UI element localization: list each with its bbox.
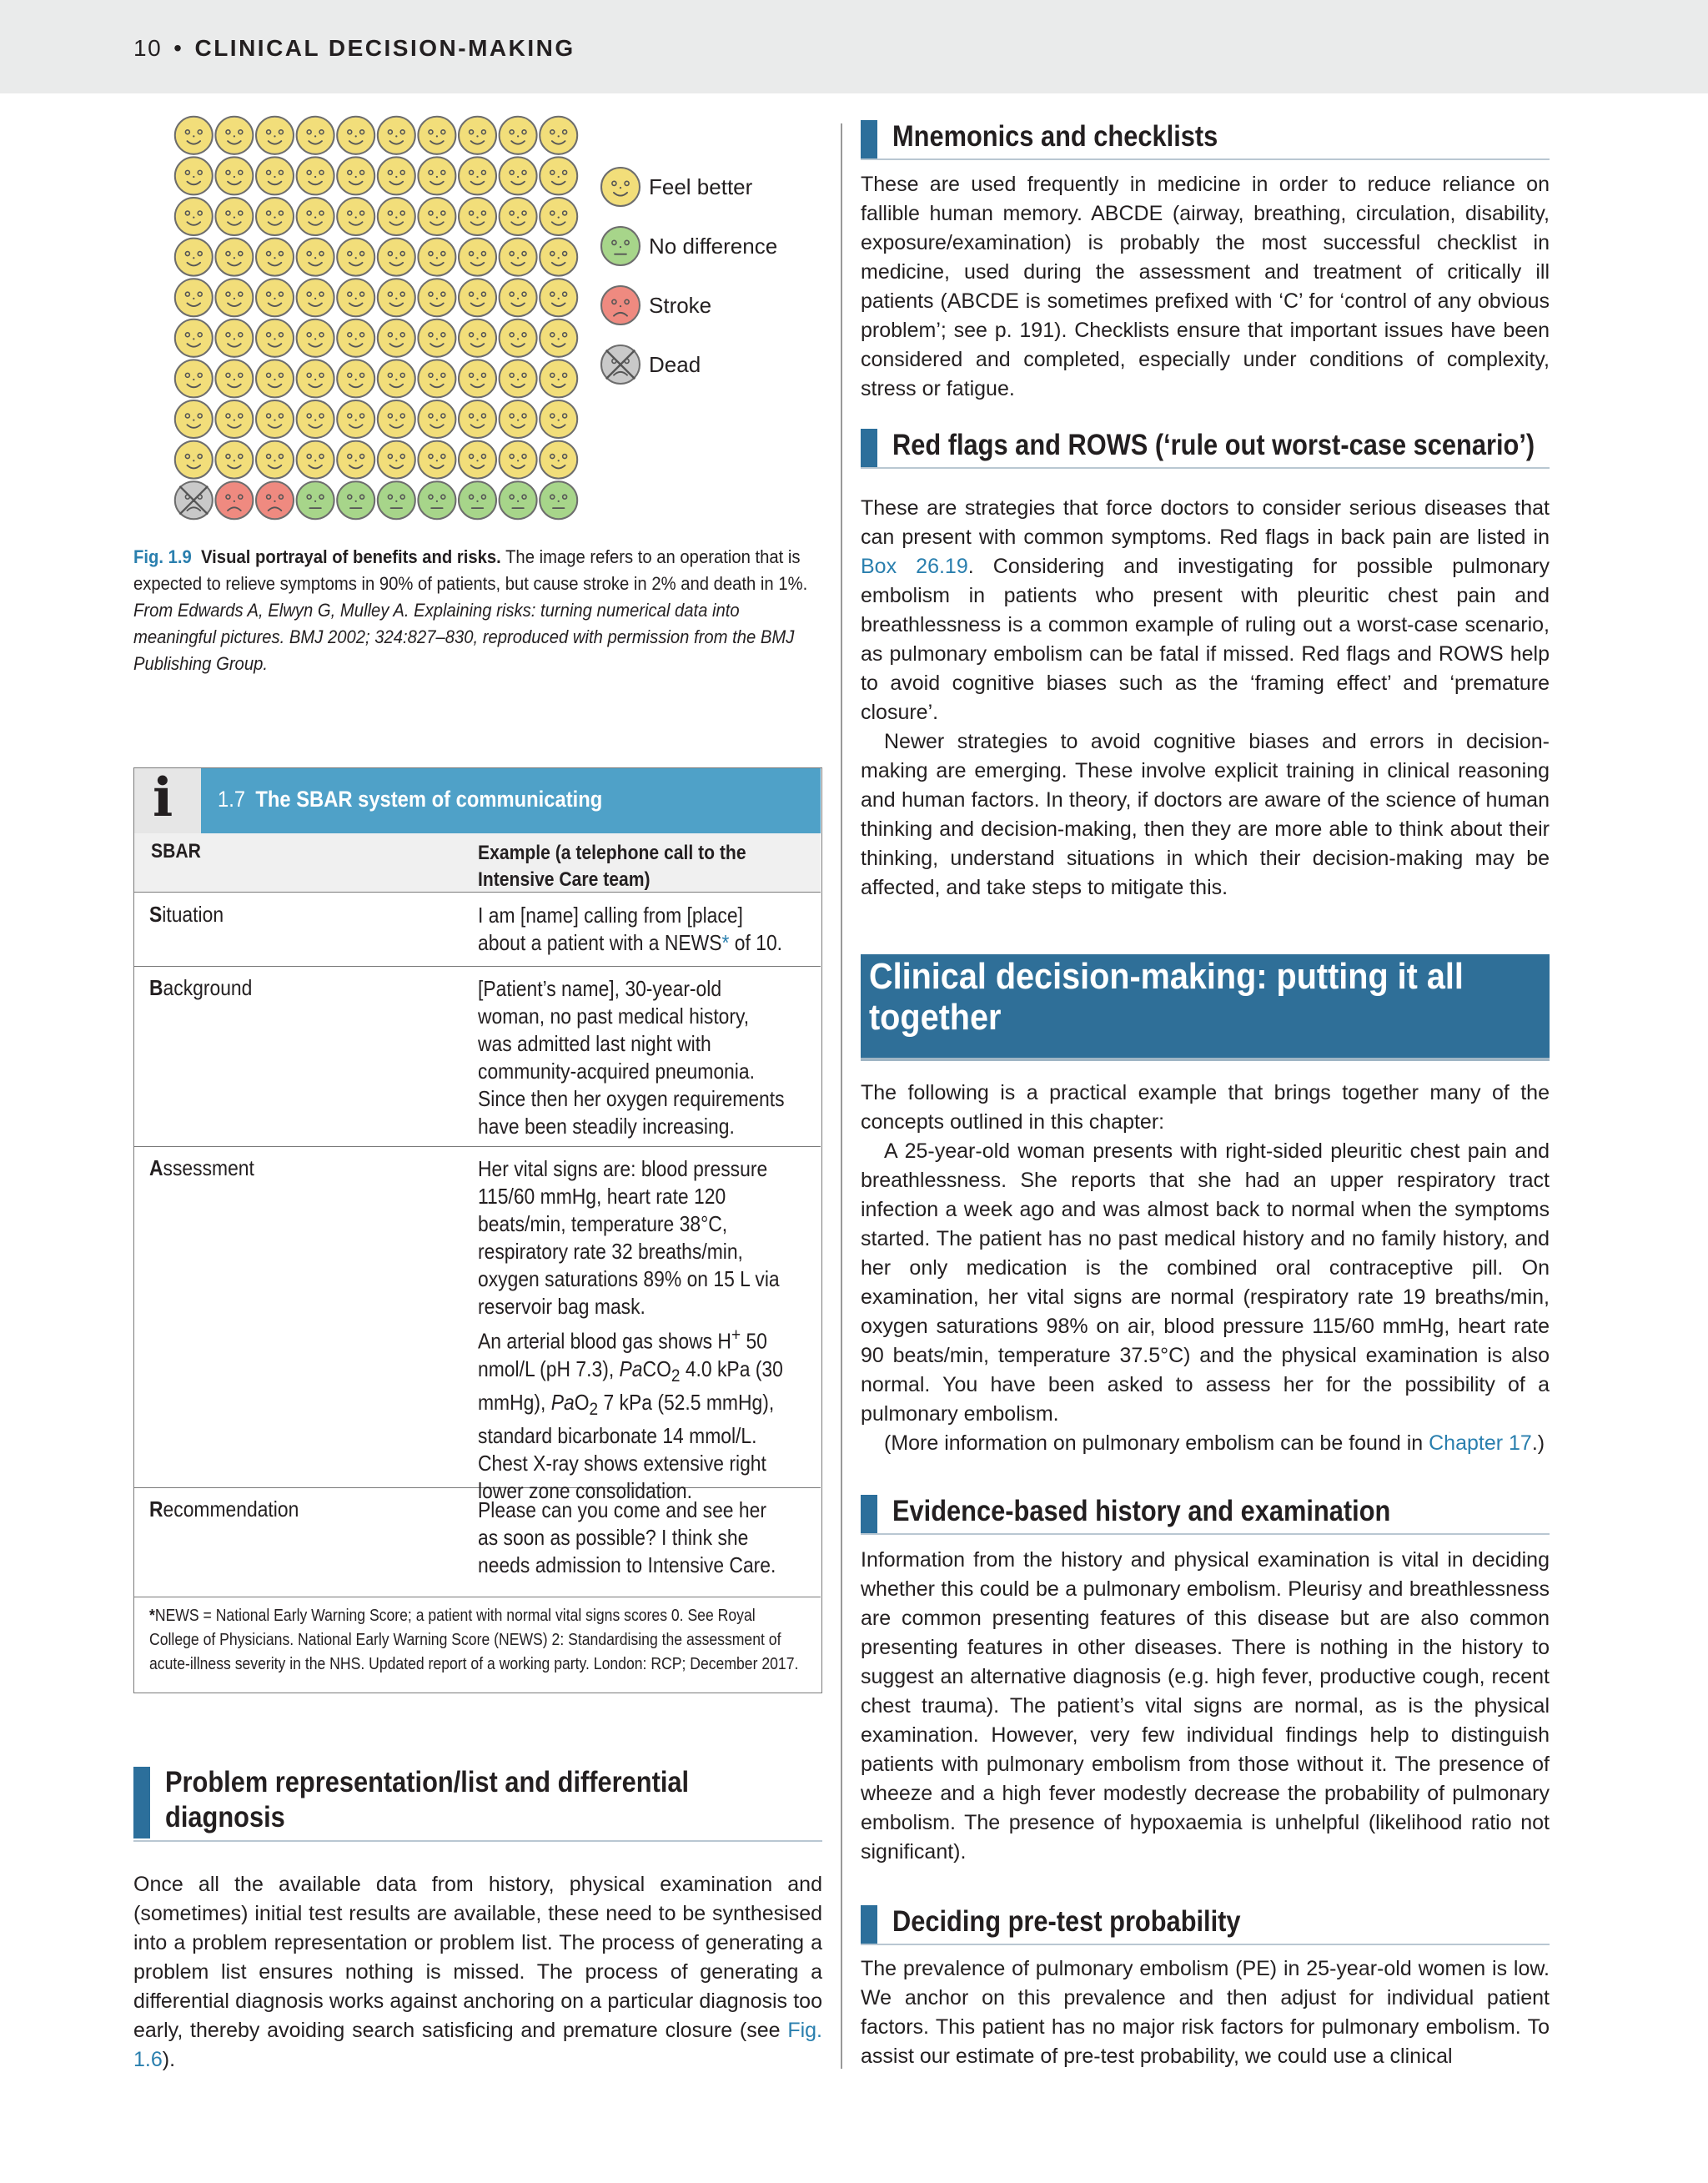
heading-red-flags: Red flags and ROWS (‘rule out worst-case scenario’) (892, 429, 1535, 461)
face-feel-better (378, 239, 415, 276)
link-box-26-19[interactable]: Box 26.19 (861, 555, 968, 578)
section-heading-rule (861, 1058, 1550, 1061)
face-feel-better (215, 198, 253, 235)
face-feel-better (540, 279, 577, 316)
face-feel-better (459, 360, 496, 397)
paragraph-red-flags: These are strategies that force doctors to consider serious diseases that can present with common symptoms. Red flags in back pain are listed in Box 26.19. Considering and investigating for possible pulmonary embolism in patients who present with pleuritic chest pain and breathlessness is a common example of ruling out a worst-case scenario, as pulmonary embolism can be fatal if missed. Red flags and ROWS help to avoid cognitive biases such as the ‘framing effect’ and ‘premature closure’. Newer strategies to avoid cognitive biases and errors in decision-making are emerging. These involve explicit training in clinical reasoning and human factors. In theory, if doctors are aware of the science of human thinking and decision-making, then they are more able to think about their thinking, understand situations in which their decision-making may be affected, and take steps to mitigate this. (861, 496, 1550, 899)
link-fig-1-6[interactable]: Fig. 1.6 (133, 2019, 822, 2071)
face-feel-better (215, 400, 253, 438)
face-feel-better (297, 198, 334, 235)
heading-bar (861, 1495, 877, 1533)
heading-bar (861, 120, 877, 158)
face-feel-better (378, 400, 415, 438)
face-feel-better (175, 279, 213, 316)
face-feel-better (378, 279, 415, 316)
face-feel-better (175, 441, 213, 479)
face-feel-better (297, 157, 334, 194)
face-feel-better (378, 157, 415, 194)
heading-mnemonics: Mnemonics and checklists (892, 120, 1218, 153)
face-feel-better (378, 198, 415, 235)
heading-bar (861, 429, 877, 467)
face-feel-better (175, 117, 213, 154)
face-feel-better (418, 239, 455, 276)
face-feel-better (500, 117, 537, 154)
face-feel-better (459, 198, 496, 235)
face-feel-better (500, 239, 537, 276)
face-feel-better (500, 319, 537, 357)
running-head-separator: • (173, 35, 183, 61)
face-no-difference (459, 481, 496, 519)
figure-caption (133, 544, 822, 677)
row-text: I am [name] calling from [place] about a patient with a NEWS* of 10. (478, 903, 783, 955)
paragraph-mnemonics: These are used frequently in medicine in order to reduce reliance on fallible human memory. ABCDE (airway, breathing, circulation, disability, exposure/examination) is probably the most successful checklist in medicine, used during the assessment and treatment of critically ill patients (ABCDE is sometimes prefixed with ‘C’ for ‘control of any obvious problem’; see p. 191). Checklists ensure that important issues have been considered and completed, especially under conditions of complexity, stress or fatigue. (861, 173, 1550, 400)
page-number: 10 (133, 35, 163, 61)
smiley-face-icon (599, 165, 642, 209)
face-feel-better (337, 441, 374, 479)
face-feel-better (175, 360, 213, 397)
face-feel-better (337, 360, 374, 397)
legend-item-stroke (599, 284, 849, 327)
face-feel-better (540, 198, 577, 235)
section-heading: Clinical decision-making: putting it all together (869, 956, 1464, 1038)
face-feel-better (540, 319, 577, 357)
legend-label: No difference (649, 233, 778, 259)
row-text: Please can you come and see her as soon as possible? I think she needs admission to Intensive Care. (478, 1497, 776, 1577)
face-feel-better (297, 117, 334, 154)
paragraph-problem-list: Once all the available data from history, physical examination and (sometimes) initial test results are available, these need to be synthesised into a problem representation or problem list. The process of generating a problem list ensures nothing is missed. The process of generating a differential diagnosis works against anchoring on a particular diagnosis too early, thereby avoiding search satisficing and premature closure (see Fig. 1.6). (133, 1873, 822, 2071)
face-feel-better (297, 319, 334, 357)
paragraph-practical-example: The following is a practical example that brings together many of the concepts outlined in this chapter: A 25-year-old woman presents with right-sided pleuritic chest pain and breathlessness. She reports that she had an upper respiratory tract infection a week ago and was almost back to normal when the symptoms started. The patient has no past medical history and no family history, and her only medication is the combined oral contraceptive pill. On examination, her vital signs are normal (respiratory rate 19 breaths/min, oxygen saturations 98% on air, blood pressure 115/60 mmHg, heart rate 90 beats/min, temperature 37.5°C) and the physical examination is also normal. You have been asked to assess her for the possibility of a pulmonary embolism. (More information on pulmonary embolism can be found in Chapter 17.) (861, 1081, 1550, 1455)
heading-problem-representation: Problem representation/list and differential diagnosis (165, 1766, 690, 1833)
face-feel-better (297, 400, 334, 438)
face-feel-better (215, 239, 253, 276)
face-feel-better (256, 319, 294, 357)
running-head (133, 35, 575, 62)
face-feel-better (500, 441, 537, 479)
heading-rule (861, 467, 1550, 469)
face-feel-better (215, 279, 253, 316)
face-feel-better (418, 279, 455, 316)
face-feel-better (500, 157, 537, 194)
face-feel-better (256, 400, 294, 438)
crossed-face-icon (599, 343, 642, 386)
figure-number: Fig. 1.9 (133, 546, 192, 567)
link-chapter-17[interactable]: Chapter 17 (1429, 1431, 1532, 1455)
face-feel-better (175, 319, 213, 357)
column-header-example: Example (a telephone call to the Intensive Care team) (478, 842, 746, 891)
face-feel-better (337, 157, 374, 194)
face-stroke (215, 481, 253, 519)
face-feel-better (215, 441, 253, 479)
column-divider (841, 123, 842, 2069)
box-title: 1.7 The SBAR system of communicating (218, 787, 603, 812)
legend-item-feel-better (599, 165, 849, 209)
face-no-difference (378, 481, 415, 519)
face-feel-better (297, 239, 334, 276)
heading-bar (133, 1767, 150, 1838)
column-header-sbar: SBAR (151, 840, 201, 863)
face-feel-better (256, 157, 294, 194)
face-feel-better (540, 239, 577, 276)
row-label: Assessment (149, 1155, 254, 1180)
face-feel-better (418, 198, 455, 235)
paragraph-pre-test: The prevalence of pulmonary embolism (PE) in 25-year-old women is low. We anchor on this prevalence and then adjust for individual patient factors. This patient has no major risk factors for pulmonary embolism. To assist our estimate of pre-test probability, we could use a clinical (861, 1957, 1550, 2068)
face-feel-better (459, 279, 496, 316)
sbar-box (133, 767, 822, 1693)
legend-item-no-difference (599, 224, 849, 268)
face-feel-better (418, 360, 455, 397)
heading-rule (861, 1533, 1550, 1535)
face-no-difference (500, 481, 537, 519)
face-feel-better (459, 157, 496, 194)
face-no-difference (297, 481, 334, 519)
face-feel-better (175, 239, 213, 276)
face-feel-better (337, 400, 374, 438)
face-feel-better (540, 441, 577, 479)
box-footnote: *NEWS = National Early Warning Score; a patient with normal vital signs scores 0. See Royal College of Physicians. National Early Warning Score (NEWS) 2: Standardising the assessment of acute-illness severity in the NHS. Updated report of a working party. London: RCP; December 2017. (149, 1607, 799, 1673)
face-feel-better (256, 117, 294, 154)
legend-label: Dead (649, 351, 701, 377)
heading-bar (861, 1905, 877, 1944)
face-feel-better (540, 117, 577, 154)
face-feel-better (297, 360, 334, 397)
heading-rule (133, 1840, 822, 1842)
face-feel-better (215, 360, 253, 397)
face-feel-better (459, 400, 496, 438)
risk-face-grid (173, 115, 579, 521)
face-feel-better (215, 157, 253, 194)
face-feel-better (500, 360, 537, 397)
face-feel-better (215, 117, 253, 154)
face-feel-better (337, 239, 374, 276)
face-feel-better (459, 239, 496, 276)
face-feel-better (418, 157, 455, 194)
sbar-row-situation (134, 893, 821, 967)
face-feel-better (378, 117, 415, 154)
face-feel-better (256, 239, 294, 276)
sad-face-icon (599, 284, 642, 327)
heading-rule (861, 1944, 1550, 1945)
face-stroke (256, 481, 294, 519)
face-feel-better (540, 400, 577, 438)
figure-legend (599, 165, 849, 402)
face-feel-better (418, 117, 455, 154)
face-feel-better (459, 117, 496, 154)
figure-source: From Edwards A, Elwyn G, Mulley A. Explaining risks: turning numerical data into meaningful pictures. BMJ 2002; 324:827–830, reproduced with permission from the BMJ Publishing Group. (133, 600, 795, 674)
row-label: Situation (149, 902, 224, 927)
sbar-row-recommendation (134, 1488, 821, 1597)
box-header (134, 768, 821, 833)
legend-item-dead (599, 343, 849, 386)
face-feel-better (378, 441, 415, 479)
chapter-title: CLINICAL DECISION-MAKING (194, 35, 575, 61)
paragraph-evidence: Information from the history and physical examination is vital in deciding whether this could be a pulmonary embolism. Pleurisy and breathlessness are common presenting features of this disease but are also common presenting features in other diseases. There is nothing in the history to suggest an alternative diagnosis (e.g. high fever, productive cough, recent chest trauma). The patient’s vital signs are normal, as is the physical examination. However, very few individual findings help to distinguish patients with pulmonary embolism from those without it. The presence of wheeze and a high fever modestly decrease the probability of pulmonary embolism. The presence of hypoxaemia is unhelpful (likelihood ratio not significant). (861, 1548, 1550, 1864)
face-feel-better (540, 360, 577, 397)
face-feel-better (215, 319, 253, 357)
face-feel-better (418, 400, 455, 438)
face-feel-better (175, 198, 213, 235)
face-no-difference (337, 481, 374, 519)
row-label: Background (149, 975, 253, 1000)
face-feel-better (500, 198, 537, 235)
face-feel-better (337, 198, 374, 235)
face-feel-better (337, 117, 374, 154)
face-feel-better (418, 319, 455, 357)
box-number: 1.7 (218, 787, 246, 812)
face-no-difference (540, 481, 577, 519)
face-feel-better (256, 441, 294, 479)
face-feel-better (500, 400, 537, 438)
info-icon: i (134, 768, 201, 833)
face-feel-better (256, 360, 294, 397)
face-feel-better (459, 319, 496, 357)
face-feel-better (297, 279, 334, 316)
face-feel-better (378, 360, 415, 397)
figure-title: Visual portrayal of benefits and risks. (201, 546, 501, 567)
figure-caption-text: The image refers to an operation that is expected to relieve symptoms in 90% of patients, but cause stroke in 2% and death in 1%. (133, 546, 808, 594)
face-feel-better (500, 279, 537, 316)
face-feel-better (378, 319, 415, 357)
heading-evidence: Evidence-based history and examination (892, 1495, 1391, 1527)
face-feel-better (337, 279, 374, 316)
row-label: Recommendation (149, 1496, 299, 1522)
face-feel-better (337, 319, 374, 357)
face-feel-better (256, 279, 294, 316)
legend-label: Stroke (649, 292, 712, 318)
face-feel-better (459, 441, 496, 479)
face-dead (175, 481, 213, 519)
sbar-row-assessment (134, 1147, 821, 1504)
legend-label: Feel better (649, 174, 753, 199)
box-column-headers (134, 833, 821, 893)
face-feel-better (256, 198, 294, 235)
face-feel-better (175, 400, 213, 438)
heading-pre-test: Deciding pre-test probability (892, 1905, 1241, 1938)
face-no-difference (418, 481, 455, 519)
face-feel-better (540, 157, 577, 194)
row-text: Her vital signs are: blood pressure 115/60 mmHg, heart rate 120 beats/min, temperature 38°C, respiratory rate 32 breaths/min, oxygen saturations 89% on 15 L via reservoir bag mask. An arterial blood gas shows H+ 50 nmol/L (pH 7.3), PaCO$_2$ 4.0 kPa (30 mmHg), PaO$_2$ 7 kPa (52.5 mmHg), standard bicarbonate 14 mmol/L. Chest X-ray shows extensive right lower zone consolidation. (478, 1156, 783, 1504)
face-feel-better (175, 157, 213, 194)
sbar-row-background (134, 967, 821, 1147)
row-text: [Patient’s name], 30-year-old woman, no past medical history, was admitted last night with community-acquired pneumonia. Since then her oxygen requirements have been steadily increasing. (478, 976, 785, 1139)
heading-rule (861, 158, 1550, 160)
face-feel-better (297, 441, 334, 479)
face-feel-better (418, 441, 455, 479)
neutral-face-icon (599, 224, 642, 268)
